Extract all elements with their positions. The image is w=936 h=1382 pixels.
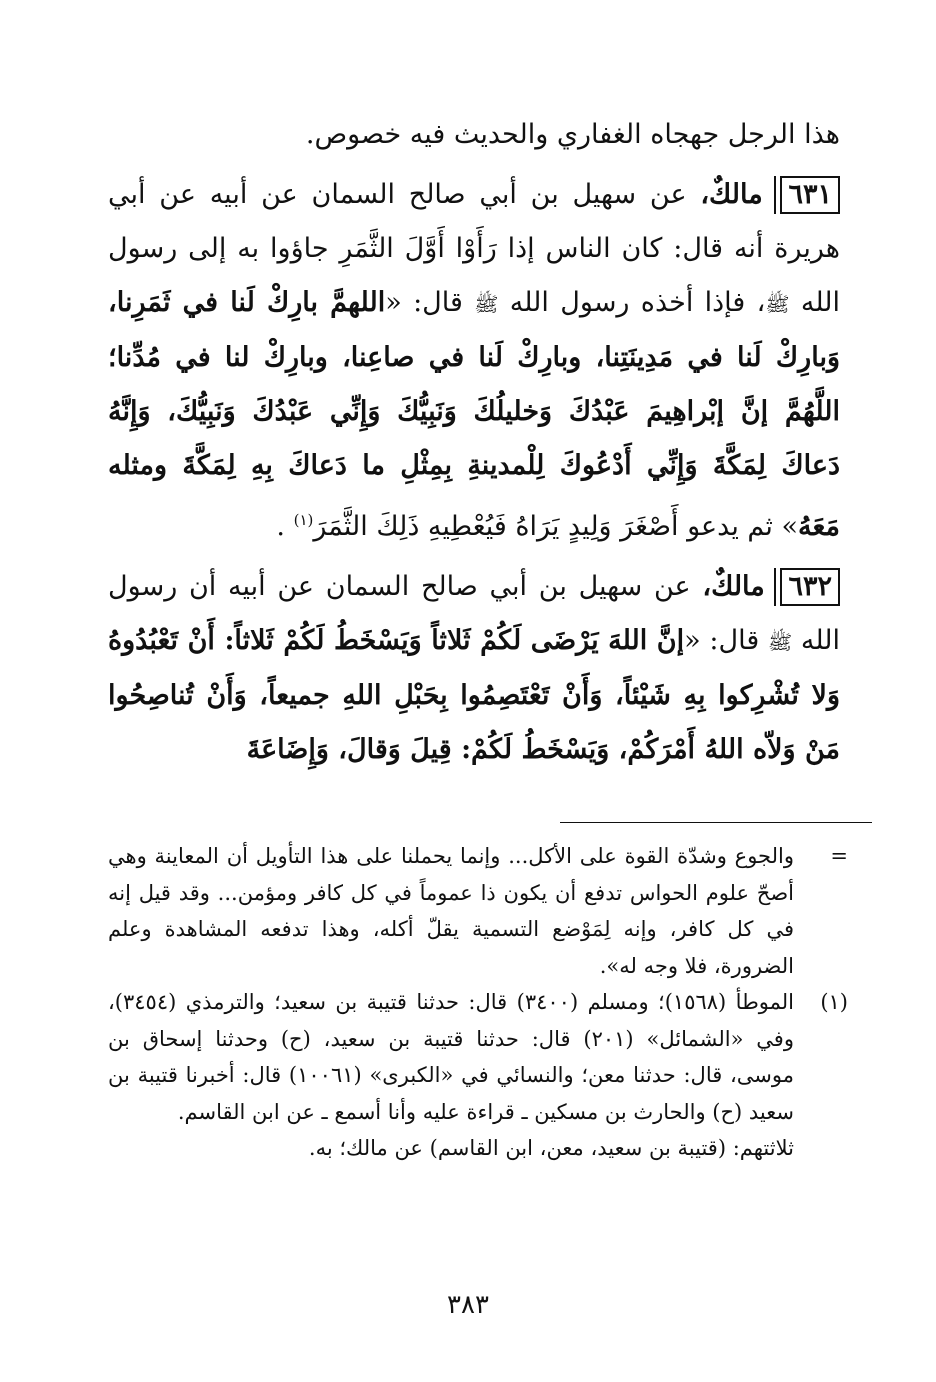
- narrator-name: مالكٌ،: [700, 179, 763, 210]
- footnote-1: [108, 984, 848, 1130]
- prophetic-quote: إنَّ اللهَ يَرْضَى لَكُمْ ثَلاثاً وَيَسْخَطُ لَكُمْ ثَلاثاً: أَنْ تَعْبُدُوهُ وَلا تُشْرِكوا بِهِ شَيْئاً، وَأَنْ تَعْتَصِمُوا بِحَبْلِ اللهِ جميعاً، وَأَنْ تُناصِحُوا مَنْ وَلاّه اللهُ أَمْرَكُمْ، وَيَسْخَطُ لَكُمْ: قِيلَ وَقالَ، وَإِضَاعَةَ: [108, 625, 840, 765]
- isnad-text: عن سهيل بن أبي صالح السمان عن أبيه عن أبي هريرة أنه قال: كان الناس إذا رَأَوْا أَوَّلَ الثَّمَرِ جاؤوا به إلى رسول الله: [108, 179, 841, 318]
- narrator-name: مالكٌ،: [702, 571, 765, 602]
- footnote-ref[interactable]: (١): [293, 511, 314, 529]
- hadith-number-box: ٦٣٢: [780, 568, 840, 606]
- footnote-1-tail: [108, 1130, 848, 1167]
- hadith-631: [108, 168, 840, 554]
- prophetic-quote: اللهمَّ بارِكْ لَنا في ثَمَرِنا، وَبارِكْ لَنا في مَدِينَتِنا، وبارِكْ لَنا في صاعِنا، وبارِكْ لنا في مُدِّنا؛ اللَّهُمَّ إنَّ إبْراهِيمَ عَبْدُكَ وَخليلُكَ وَنَبِيُّكَ وَإِنِّي عَبْدُكَ وَنَبِيُّكَ، وَإِنَّهُ دَعاكَ لِمَكَّةَ وَإِنِّي أَدْعُوكَ لِلْمدينةِ بِمِثْلِ ما دَعاكَ بِهِ لِمَكَّةَ ومثله مَعَهُ: [108, 287, 840, 542]
- narration-text: » ثم يدعو أَصْغَرَ وَلِيدٍ يَرَاهُ فَيُعْطِيهِ ذَلِكَ الثَّمَرَ: [313, 511, 799, 542]
- hadith-number-box: ٦٣١: [780, 176, 840, 214]
- salla-symbol: ﷺ: [767, 630, 793, 654]
- footnote-mark: (١): [820, 990, 848, 1014]
- intro-line: هذا الرجل جهجاه الغفاري والحديث فيه خصوص.: [305, 119, 840, 150]
- main-text: [108, 108, 840, 777]
- footnote-text: والجوع وشدّة القوة على الأكل... وإنما يحملنا على هذا التأويل أن المعاينة وهي أصحّ علوم الحواس تدفع أن يكون ذا عموماً في كل كافر ومؤمن... وقد قيل إنه في كل كافر، وإنه لِمَوْضع التسمية يقلّ أكله، وهذا تدفعه المشاهدة وعلم الضرورة، فلا وجه له».: [108, 844, 794, 978]
- footnote-continuation: [108, 838, 848, 984]
- continuation-mark: =: [830, 844, 848, 868]
- narration-text: قال: «: [385, 287, 475, 318]
- footnote-text: الموطأ (١٥٦٨)؛ ومسلم (٣٤٠٠) قال: حدثنا قتيبة بن سعيد؛ والترمذي (٣٤٥٤)، وفي «الشمائل» (٢٠١) قال: حدثنا قتيبة بن سعيد، (ح) وحدثنا إسحاق بن موسى، قال: حدثنا معن؛ والنسائي في «الكبرى» (١٠٠٦١) قال: أخبرنا قتيبة بن سعيد (ح) والحارث بن مسكين ـ قراءة عليه وأنا أسمع ـ عن ابن القاسم.: [108, 990, 795, 1124]
- hadith-632: [108, 560, 840, 777]
- footnote-text: ثلاثتهم: (قتيبة بن سعيد، معن، ابن القاسم) عن مالك؛ به.: [308, 1136, 794, 1160]
- footnote-divider: [560, 822, 872, 823]
- isnad-text: عن سهيل بن أبي صالح السمان عن أبيه أن رسول الله: [108, 571, 840, 656]
- page-number: ٣٨٣: [447, 1290, 489, 1320]
- footnotes: [108, 838, 848, 1167]
- period: .: [276, 511, 294, 542]
- narration-text: ، فإذا أخذه رسول الله: [498, 287, 766, 318]
- narration-text: قال: «: [684, 625, 768, 656]
- salla-symbol: ﷺ: [474, 292, 499, 316]
- salla-symbol: ﷺ: [765, 292, 790, 316]
